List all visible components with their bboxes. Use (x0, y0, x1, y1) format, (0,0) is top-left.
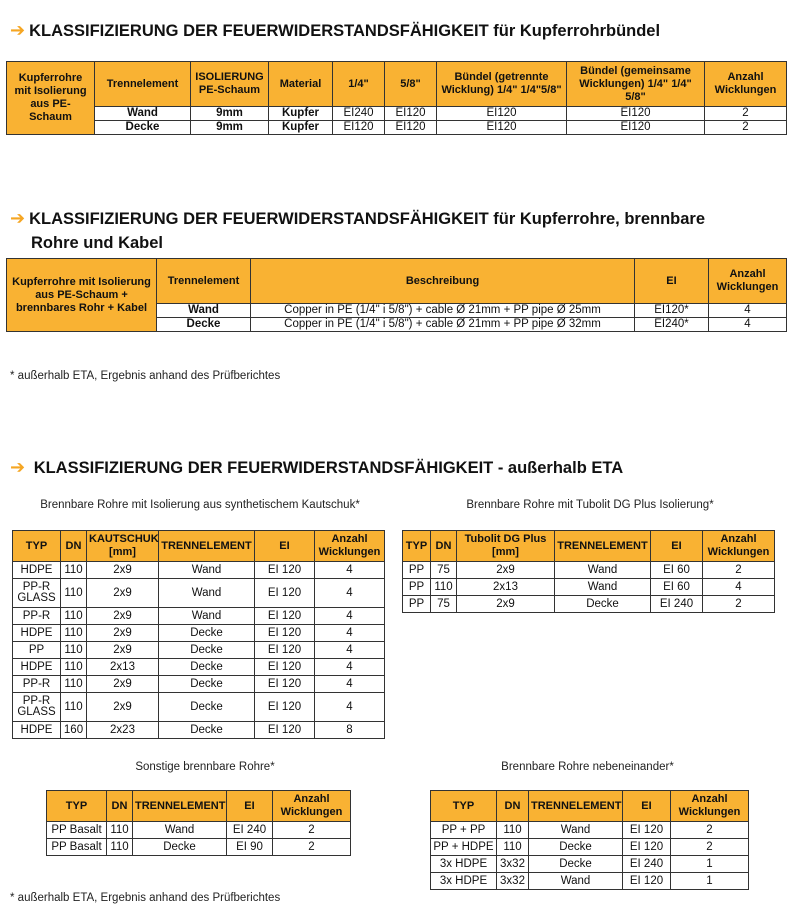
column-header: 1/4" (333, 62, 385, 107)
section3-heading: ➔ KLASSIFIZIERUNG DER FEUERWIDERSTANDSFÄHIGKEIT - außerhalb ETA (10, 457, 624, 477)
table-a-caption: Brennbare Rohre mit Isolierung aus synthetischem Kautschuk* (40, 499, 360, 511)
column-header: TRENNELEMENT (133, 791, 227, 822)
arrow-right-icon: ➔ (10, 20, 26, 40)
column-header: EI (255, 531, 315, 562)
column-header: Bündel (gemeinsame Wicklungen) 1/4" 1/4" 5/8" (567, 62, 705, 107)
table-row: HDPE 110 2x9 Wand EI 120 4 (13, 562, 385, 579)
column-header: 5/8" (385, 62, 437, 107)
side-by-side-table (430, 790, 749, 890)
table-row: PP 110 2x13 Wand EI 60 4 (403, 579, 775, 596)
column-header: ISOLIERUNG PE-Schaum (191, 62, 269, 107)
row-group-label: Kupferrohre mit Isolierung aus PE-Schaum + brennbares Rohr + Kabel (7, 259, 157, 332)
table-c-caption: Sonstige brennbare Rohre* (135, 761, 275, 773)
table-row: PP 75 2x9 Wand EI 60 2 (403, 562, 775, 579)
column-header: TRENNELEMENT (529, 791, 623, 822)
column-header: Material (269, 62, 333, 107)
column-header: TYP (13, 531, 61, 562)
column-header: DN (107, 791, 133, 822)
table-row: PP-R 110 2x9 Wand EI 120 4 (13, 608, 385, 625)
column-header: DN (61, 531, 87, 562)
section1-heading: ➔ KLASSIFIZIERUNG DER FEUERWIDERSTANDSFÄHIGKEIT für Kupferrohrbündel (10, 20, 661, 40)
column-header: Bündel (getrennte Wicklung) 1/4" 1/4"5/8" (437, 62, 567, 107)
table-row: PP-R GLASS 110 2x9 Decke EI 120 4 (13, 693, 385, 722)
table-row: Decke 9mm Kupfer EI120 EI120 EI120 EI120 2 (7, 121, 787, 135)
table-row: PP 75 2x9 Decke EI 240 2 (403, 596, 775, 613)
column-header: Anzahl Wicklungen (709, 259, 787, 304)
column-header: Anzahl Wicklungen (671, 791, 749, 822)
table-row: PP-R 110 2x9 Decke EI 120 4 (13, 676, 385, 693)
column-header: Trennelement (157, 259, 251, 304)
arrow-right-icon: ➔ (10, 208, 26, 228)
column-header: EI (623, 791, 671, 822)
footnote: * außerhalb ETA, Ergebnis anhand des Prüfberichtes (10, 370, 281, 382)
row-group-label: Kupferrohre mit Isolierung aus PE-Schaum (7, 62, 95, 135)
column-header: TRENNELEMENT (159, 531, 255, 562)
copper-bundle-table (6, 61, 787, 135)
column-header: TYP (431, 791, 497, 822)
column-header: KAUTSCHUK [mm] (87, 531, 159, 562)
rubber-insulation-table (12, 530, 385, 739)
table-row: Decke Copper in PE (1/4" i 5/8") + cable Ø 21mm + PP pipe Ø 32mm EI240* 4 (7, 318, 787, 332)
column-header: TYP (403, 531, 431, 562)
column-header: EI (651, 531, 703, 562)
table-b-caption: Brennbare Rohre mit Tubolit DG Plus Isolierung* (466, 499, 714, 511)
table-row: HDPE 110 2x13 Decke EI 120 4 (13, 659, 385, 676)
column-header: TYP (47, 791, 107, 822)
table-row: PP 110 2x9 Decke EI 120 4 (13, 642, 385, 659)
table-row: PP + PP 110 Wand EI 120 2 (431, 822, 749, 839)
column-header: TRENNELEMENT (555, 531, 651, 562)
tubolit-insulation-table (402, 530, 775, 613)
column-header: Anzahl Wicklungen (273, 791, 351, 822)
table-row: HDPE 160 2x23 Decke EI 120 8 (13, 722, 385, 739)
copper-combustible-cable-table (6, 258, 787, 332)
arrow-right-icon: ➔ (10, 457, 26, 477)
column-header: Anzahl Wicklungen (315, 531, 385, 562)
table-row: 3x HDPE 3x32 Decke EI 240 1 (431, 856, 749, 873)
column-header: Tubolit DG Plus [mm] (457, 531, 555, 562)
other-combustible-table (46, 790, 351, 856)
column-header: EI (227, 791, 273, 822)
table-row: PP Basalt 110 Wand EI 240 2 (47, 822, 351, 839)
table-d-caption: Brennbare Rohre nebeneinander* (501, 761, 674, 773)
table-row: Wand Copper in PE (1/4" i 5/8") + cable Ø 21mm + PP pipe Ø 25mm EI120* 4 (7, 304, 787, 318)
table-row: 3x HDPE 3x32 Wand EI 120 1 (431, 873, 749, 890)
column-header: EI (635, 259, 709, 304)
footnote: * außerhalb ETA, Ergebnis anhand des Prüfberichtes (10, 892, 281, 904)
column-header: DN (497, 791, 529, 822)
column-header: Beschreibung (251, 259, 635, 304)
table-row: PP-R GLASS 110 2x9 Wand EI 120 4 (13, 579, 385, 608)
column-header: Anzahl Wicklungen (703, 531, 775, 562)
section2-heading: ➔ KLASSIFIZIERUNG DER FEUERWIDERSTANDSFÄHIGKEIT für Kupferrohre, brennbare Rohre und Kabel (10, 208, 706, 252)
table-row: PP Basalt 110 Decke EI 90 2 (47, 839, 351, 856)
table-row: Wand 9mm Kupfer EI240 EI120 EI120 EI120 2 (7, 107, 787, 121)
column-header: Trennelement (95, 62, 191, 107)
table-row: HDPE 110 2x9 Decke EI 120 4 (13, 625, 385, 642)
table-row: PP + HDPE 110 Decke EI 120 2 (431, 839, 749, 856)
column-header: DN (431, 531, 457, 562)
column-header: Anzahl Wicklungen (705, 62, 787, 107)
